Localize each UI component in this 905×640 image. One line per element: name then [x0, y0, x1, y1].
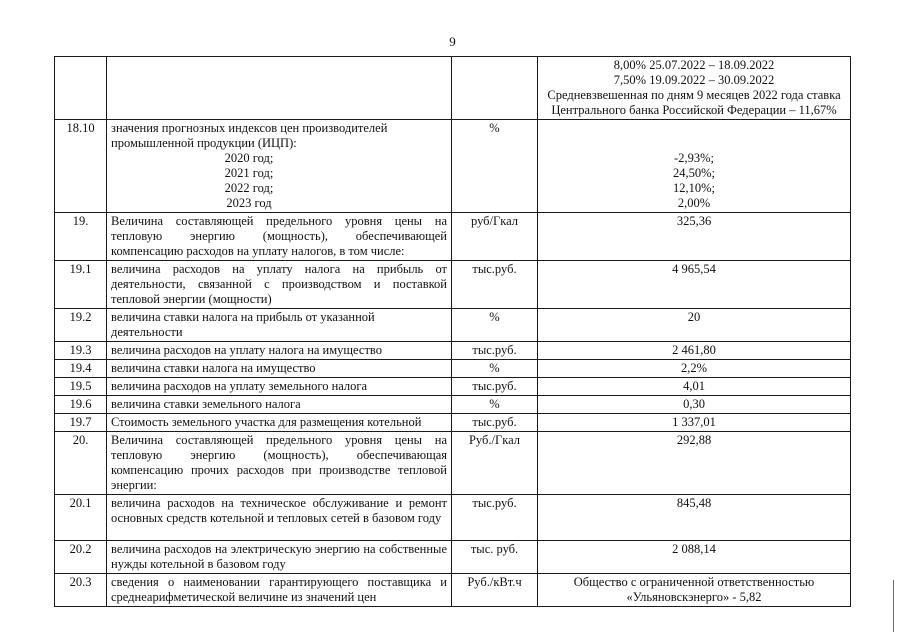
row-number: 20.: [55, 432, 107, 495]
year-value: -2,93%;: [674, 151, 714, 165]
row-description: величина расходов на электрическую энергию на собственные нужды котельной в базовом году: [107, 541, 452, 574]
row-number: 18.10: [55, 120, 107, 213]
row-value: 2 461,80: [538, 342, 851, 360]
row-description: величина расходов на уплату земельного налога: [107, 378, 452, 396]
table-row: [55, 541, 851, 574]
row-value: 2 088,14: [538, 541, 851, 574]
row-value: 20: [538, 309, 851, 342]
row-unit: тыс.руб.: [452, 414, 538, 432]
row-value: 1 337,01: [538, 414, 851, 432]
table-row-continuation: [55, 57, 851, 120]
row-unit: Руб./кВт.ч: [452, 574, 538, 607]
year-label: 2021 год;: [224, 166, 274, 180]
row-unit: тыс.руб.: [452, 342, 538, 360]
row-number: 19.5: [55, 378, 107, 396]
table-row: [55, 396, 851, 414]
row-number: 19.3: [55, 342, 107, 360]
page-number: 9: [449, 34, 456, 49]
row-unit: %: [452, 360, 538, 378]
row-description: величина расходов на уплату налога на прибыль от деятельности, связанной с производством и поставкой тепловой энергии (мощности): [107, 261, 452, 309]
row-number-cell: [55, 57, 107, 120]
row-value: 4,01: [538, 378, 851, 396]
row-unit: Руб./Гкал: [452, 432, 538, 495]
scan-edge-line: [893, 580, 894, 632]
year-value: 24,50%;: [672, 166, 715, 180]
row-unit: %: [452, 309, 538, 342]
table-row: [55, 261, 851, 309]
table-row: [55, 360, 851, 378]
table-row: [55, 432, 851, 495]
row-unit: тыс. руб.: [452, 541, 538, 574]
row-number: 20.2: [55, 541, 107, 574]
row-description: величина ставки налога на прибыль от указанной деятельности: [107, 309, 452, 342]
row-number: 19.6: [55, 396, 107, 414]
parameters-table: [54, 56, 851, 607]
year-label: 2020 год;: [224, 151, 274, 165]
row-value-cell: [538, 57, 851, 120]
year-label: 2023 год: [226, 196, 272, 210]
table-row: [55, 414, 851, 432]
value-line: Общество с ограниченной ответственностью: [573, 575, 815, 589]
row-number: 19.: [55, 213, 107, 261]
row-description: Стоимость земельного участка для размещения котельной: [107, 414, 452, 432]
row-description: Величина составляющей предельного уровня цены на тепловую энергию (мощность), обеспечивающая компенсацию прочих расходов при производстве тепловой энергии:: [107, 432, 452, 495]
row-value: [538, 574, 851, 607]
row-description: Величина составляющей предельного уровня цены на тепловую энергию (мощность), обеспечивающей компенсацию расходов на уплату налогов, в том числе:: [107, 213, 452, 261]
row-unit: тыс.руб.: [452, 378, 538, 396]
table-row: [55, 342, 851, 360]
row-value: 845,48: [538, 495, 851, 541]
row-number: 20.3: [55, 574, 107, 607]
row-description: сведения о наименовании гарантирующего поставщика и среднеарифметической величине из значений цен: [107, 574, 452, 607]
row-description-cell: [107, 57, 452, 120]
row-unit-cell: [452, 57, 538, 120]
row-number: 19.2: [55, 309, 107, 342]
year-value: 12,10%;: [672, 181, 715, 195]
row-number: 19.7: [55, 414, 107, 432]
row-value: 4 965,54: [538, 261, 851, 309]
table-row: [55, 309, 851, 342]
row-value: [538, 120, 851, 213]
row-number: 19.1: [55, 261, 107, 309]
year-value: 2,00%: [677, 196, 711, 210]
row-description: величина расходов на уплату налога на имущество: [107, 342, 452, 360]
table-row: [55, 378, 851, 396]
value-line: «Ульяновскэнерго» - 5,82: [626, 590, 762, 604]
row-number: 19.4: [55, 360, 107, 378]
value-line: 8,00% 25.07.2022 – 18.09.2022: [613, 58, 775, 72]
table-row: [55, 213, 851, 261]
row-unit: руб/Гкал: [452, 213, 538, 261]
row-unit: %: [452, 396, 538, 414]
row-value: 2,2%: [538, 360, 851, 378]
row-description: величина ставки земельного налога: [107, 396, 452, 414]
value-line: 7,50% 19.09.2022 – 30.09.2022: [613, 73, 775, 87]
description-text: значения прогнозных индексов цен производителей промышленной продукции (ИЦП):: [111, 121, 388, 150]
row-description: величина ставки налога на имущество: [107, 360, 452, 378]
row-description: [107, 120, 452, 213]
years-list: [111, 151, 447, 211]
table-row: [55, 574, 851, 607]
table-row: [55, 120, 851, 213]
row-unit: %: [452, 120, 538, 213]
year-label: 2022 год;: [224, 181, 274, 195]
value-line: Центрального банка Российской Федерации – 11,67%: [551, 103, 837, 117]
row-description: величина расходов на техническое обслуживание и ремонт основных средств котельной и тепловых сетей в базовом году: [107, 495, 452, 541]
row-value: 292,88: [538, 432, 851, 495]
row-value: 0,30: [538, 396, 851, 414]
value-line: Средневзвешенная по дням 9 месяцев 2022 года ставка: [547, 88, 841, 102]
table-row: [55, 495, 851, 541]
row-number: 20.1: [55, 495, 107, 541]
row-value: 325,36: [538, 213, 851, 261]
row-unit: тыс.руб.: [452, 495, 538, 541]
row-unit: тыс.руб.: [452, 261, 538, 309]
